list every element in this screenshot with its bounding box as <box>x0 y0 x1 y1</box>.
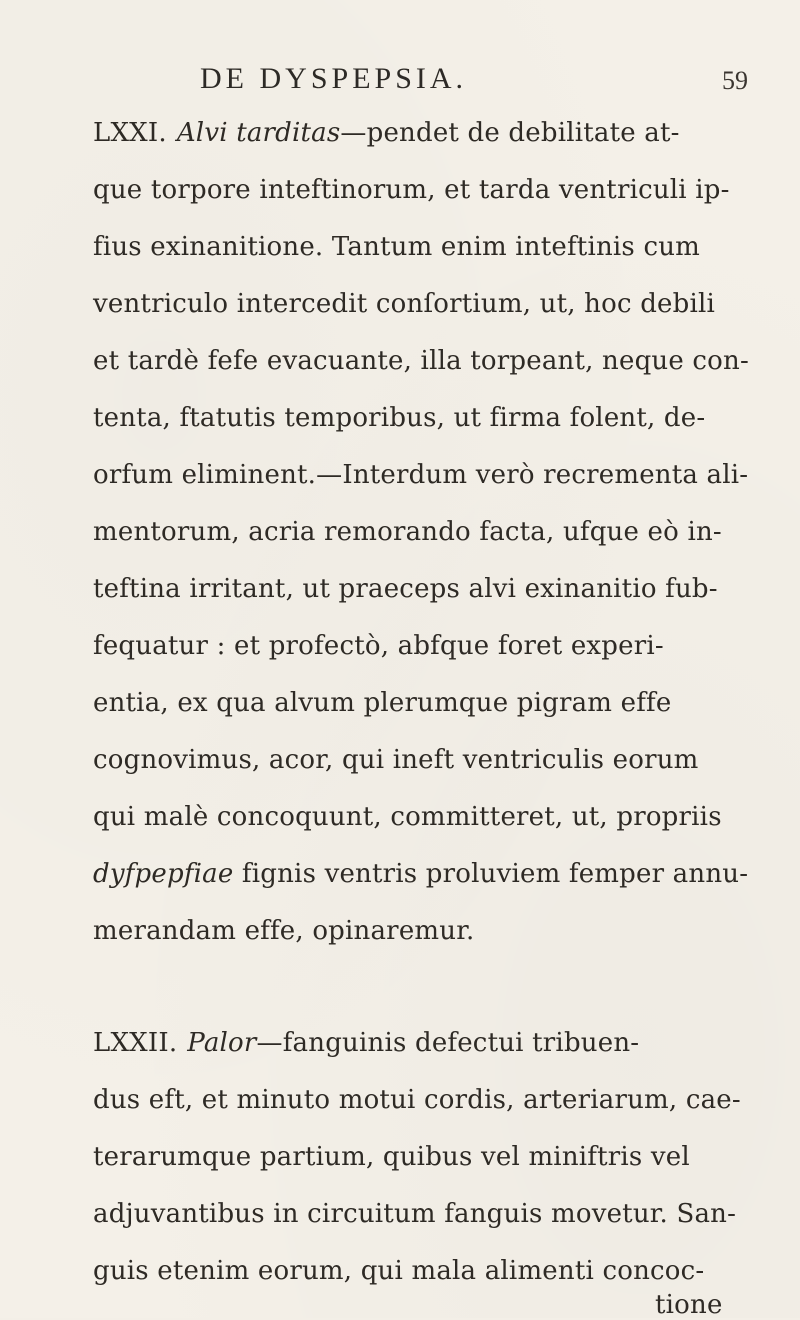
text-line: et tardè fefe evacuante, illa torpeant, neque con- <box>93 346 749 376</box>
text-line: guis etenim eorum, qui mala alimenti concoc- <box>93 1256 705 1286</box>
text-line: tenta, ftatutis temporibus, ut firma folent, de- <box>93 403 706 433</box>
italic-word: dyfpepfiae <box>93 859 234 889</box>
running-title: DE DYSPEPSIA. <box>200 62 468 95</box>
text-line: cognovimus, acor, qui ineft ventriculis eorum <box>93 745 699 775</box>
text-line: que torpore inteftinorum, et tarda ventriculi ip- <box>93 175 730 205</box>
catchword: tione <box>655 1290 723 1320</box>
text-segment: fignis ventris proluviem femper annu- <box>233 859 749 889</box>
text-line: terarumque partium, quibus vel miniftris vel <box>93 1142 690 1172</box>
section-number: LXXI. <box>93 118 167 148</box>
text-line: merandam effe, opinaremur. <box>93 916 475 946</box>
text-line: fius exinanitione. Tantum enim inteftinis cum <box>93 232 700 262</box>
text-line: qui malè concoquunt, committeret, ut, propriis <box>93 802 722 832</box>
text-line: ventriculo intercedit conſortium, ut, hoc debili <box>93 289 716 319</box>
section-lxxi-heading-line <box>93 118 753 148</box>
text-line: teftina irritant, ut praeceps alvi exinanitio fub- <box>93 574 718 604</box>
text-line: mentorum, acria remorando facta, ufque eò in- <box>93 517 722 547</box>
section-term: Alvi tarditas <box>176 118 341 148</box>
text-line: —pendet de debilitate at- <box>340 118 680 148</box>
text-line: orfum eliminent.—Interdum verò recrementa ali- <box>93 460 749 490</box>
section-term: Palor <box>187 1028 257 1058</box>
text-line: dus eft, et minuto motui cordis, arteriarum, cae- <box>93 1085 741 1115</box>
text-line: entia, ex qua alvum plerumque pigram effe <box>93 688 672 718</box>
section-number: LXXII. <box>93 1028 178 1058</box>
text-line-with-italic <box>93 859 753 889</box>
text-line: fequatur : et profectò, abfque foret experi- <box>93 631 664 661</box>
text-line: —fanguinis defectui tribuen- <box>256 1028 640 1058</box>
page-number: 59 <box>722 66 748 95</box>
text-line: adjuvantibus in circuitum fanguis movetur. San- <box>93 1199 737 1229</box>
section-lxxii-heading-line <box>93 1028 753 1058</box>
